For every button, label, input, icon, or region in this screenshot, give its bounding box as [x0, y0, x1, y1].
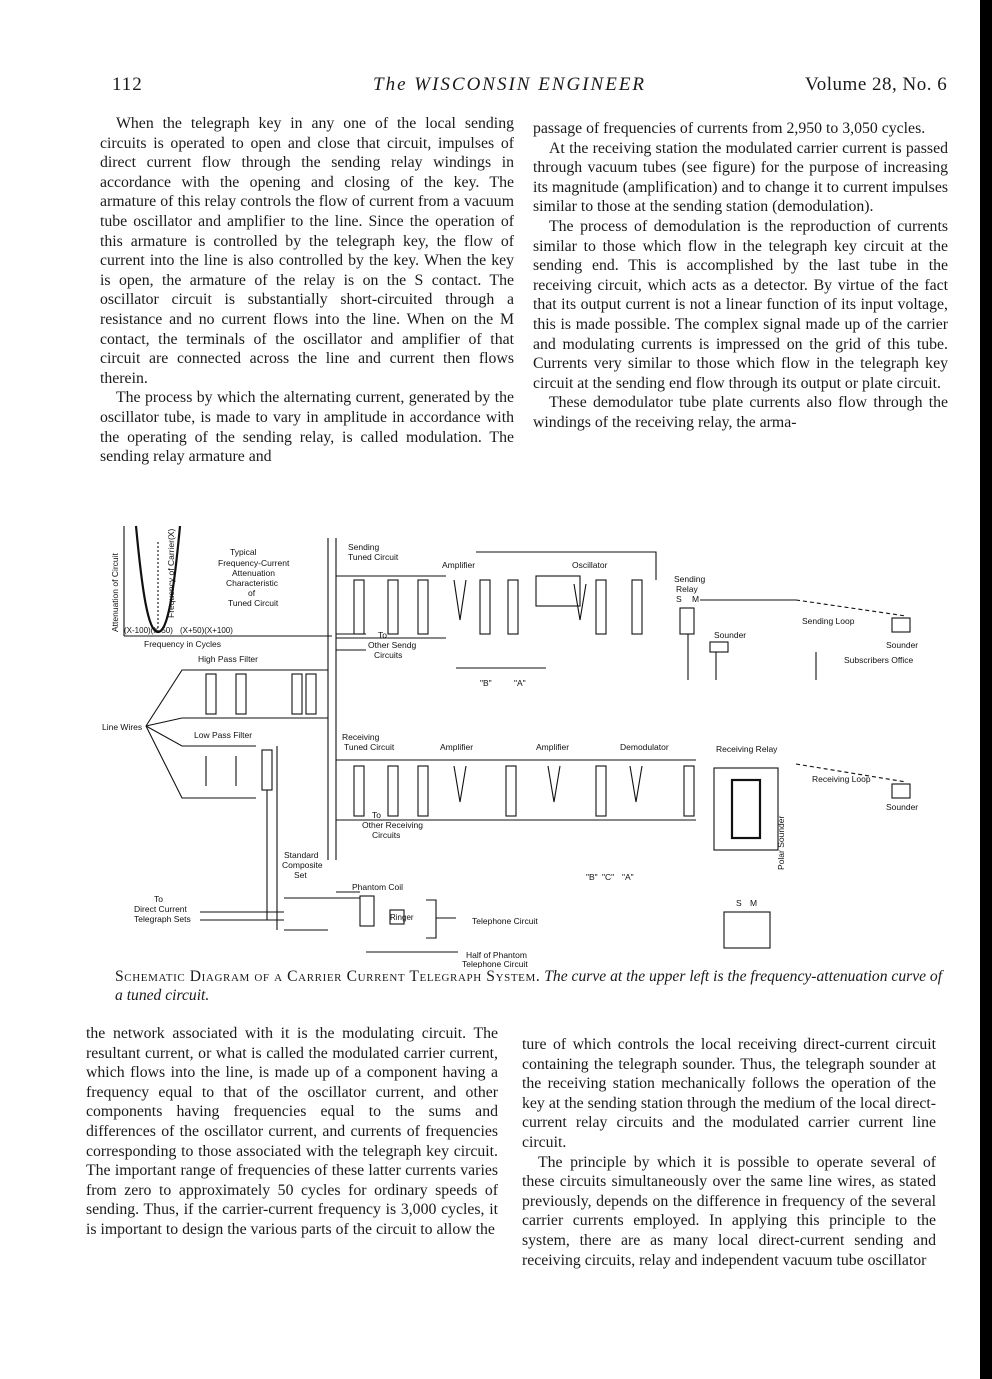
svg-text:Direct Current: Direct Current [134, 904, 187, 914]
x-tick-left: (X-100)(X-50) [124, 626, 173, 635]
volume-info: Volume 28, No. 6 [805, 74, 948, 95]
rx-c-label: "C" [602, 872, 615, 882]
journal-title: The WISCONSIN ENGINEER [373, 74, 647, 95]
graph-y-label: Attenuation of Circuit [110, 553, 120, 632]
svg-text:Other Receiving: Other Receiving [362, 820, 423, 830]
line-wires-label: Line Wires [102, 722, 143, 732]
svg-text:Tuned Circuit: Tuned Circuit [348, 552, 399, 562]
svg-text:Tuned Circuit: Tuned Circuit [228, 598, 279, 608]
receiving-relay-label: Receiving Relay [716, 744, 778, 754]
sending-relay-label: Sending [674, 574, 706, 584]
to-dc-label: To [154, 894, 163, 904]
rx-s-label: S [736, 898, 742, 908]
paragraph: When the telegraph key in any one of the local sending circuits is operated to open and close that circuit, impulses of direct current flow through the sending relay windings in accordance with the opening and closing of the key. The armature of this relay controls the flow of current from a vacuum tube oscillator and amplifier to the line. Since the operation of this armature is controlled by the telegraph key, the flow of current into the line is also controlled by the key. When the key is open, the armature of the relay is on the S contact. The oscillator circuit is substantially short-circuited through a resistance and no current flows into the line. When on the M contact, the terminals of the oscillator and amplifier of that circuit are connected across the line and current then flows therein. [100, 115, 514, 387]
svg-text:M: M [692, 594, 700, 604]
svg-text:Telegraph Sets: Telegraph Sets [134, 914, 191, 924]
paragraph: At the receiving station the modulated carrier current is passed through vacuum tubes (see figure) for the purpose of increasing its magnitude (amplification) and to change it to current impulses similar to those at the sending station (demodulation). [533, 139, 948, 216]
rx-amplifier1-label: Amplifier [440, 742, 474, 752]
caption-text: The curve at the upper left is the frequency-attenuation curve of a tuned circuit. [115, 968, 943, 1004]
paragraph: The process by which the alternating current, generated by the oscillator tube, is made to vary in amplitude in accordance with the operating of the sending relay, is called modulation. The sending relay armature and [100, 389, 514, 466]
svg-text:Frequency-Current: Frequency-Current [218, 558, 290, 568]
svg-text:Attenuation: Attenuation [232, 568, 276, 578]
rx-b-label: "B" [586, 872, 598, 882]
standard-composite-label: Standard [284, 850, 319, 860]
paragraph: ture of which controls the local receiving direct-current circuit containing the telegraph sounder. Thus, the telegraph sounder at the receiving station mechanically follows the operation of the key at the sending station through the medium of the local direct-current relay circuits and the modulated carrier current line circuit. [522, 1036, 936, 1151]
svg-text:S: S [676, 594, 682, 604]
svg-text:Set: Set [294, 870, 307, 880]
composite-section [134, 850, 538, 968]
column-1 [100, 114, 514, 467]
caption-title: Schematic Diagram of a Carrier Current Telegraph System. [115, 968, 541, 985]
ringer-label: Ringer [390, 913, 414, 922]
svg-text:Circuits: Circuits [372, 830, 401, 840]
rx-amplifier2-label: Amplifier [536, 742, 570, 752]
oscillator-label: Oscillator [572, 560, 608, 570]
low-pass-label: Low Pass Filter [194, 730, 253, 740]
paragraph: The process of demodulation is the reproduction of currents similar to those which flow in the telegraph key circuit at the sending end. This is accomplished by the last tube in the receiving circuit, which acts as a detector. By virtue of the fact that its output current is not a linear function of its input voltage, this is made possible. The complex signal made up of the carrier and modulating currents is impressed on the grid of this tube. Currents very similar to those which flow in the telegraph key circuit at the sending end flow through its output or plate circuit. [533, 217, 948, 392]
column-2 [533, 119, 948, 433]
batt-b-label: "B" [480, 678, 492, 688]
page-number: 112 [112, 74, 143, 95]
curve-label: Frequency of Carrier(X) [166, 528, 176, 618]
demodulator-label: Demodulator [620, 742, 669, 752]
paragraph: passage of frequencies of currents from 2,950 to 3,050 cycles. [533, 120, 926, 137]
rx-m-label: M [750, 898, 758, 908]
tx-sounder-label: Sounder [886, 640, 919, 650]
schematic-diagram [96, 520, 936, 968]
receiving-section [336, 732, 918, 948]
receiving-tuned-label: Receiving [342, 732, 380, 742]
sending-tuned-label: Sending [348, 542, 380, 552]
graph-x-label: Frequency in Cycles [144, 639, 222, 649]
telephone-circuit-label: Telephone Circuit [472, 916, 538, 926]
attenuation-graph [110, 526, 332, 649]
polar-sounder-label: Polar Sounder [776, 815, 786, 870]
svg-text:Circuits: Circuits [374, 650, 403, 660]
column-3 [86, 1024, 498, 1240]
svg-text:Composite: Composite [282, 860, 323, 870]
phantom-coil-label: Phantom Coil [352, 882, 404, 892]
figure-caption [115, 967, 945, 1005]
svg-text:Other Sendg: Other Sendg [368, 640, 417, 650]
svg-text:Tuned Circuit: Tuned Circuit [344, 742, 395, 752]
column-4 [522, 1035, 936, 1270]
line-filters [102, 654, 328, 930]
x-tick-right: (X+50)(X+100) [180, 626, 233, 635]
paragraph: The principle by which it is possible to operate several of these circuits simultaneously over the same line wires, as stated previously, depends on the difference in frequency of the several carrier currents employed. In applying this principle to the system, there are as many local direct-current sending and receiving circuits, relay and independent vacuum tube oscillator [522, 1153, 936, 1269]
tx-amplifier-label: Amplifier [442, 560, 476, 570]
svg-text:of: of [248, 588, 256, 598]
svg-text:Relay: Relay [676, 584, 698, 594]
rx-sounder-label: Sounder [886, 802, 919, 812]
sending-loop-label: Sending Loop [802, 616, 855, 626]
to-other-send-label: To [378, 630, 387, 640]
paragraph: the network associated with it is the modulating circuit. The resultant current, or what is called the modulated carrier current, which flows into the line, is made up of a component having a frequency equal to that of the oscillator current, and other components having frequencies equal to the sums and differences of the oscillator current, and currents of frequencies corresponding to those associated with the telegraph key circuit. The important range of frequencies of these latter currents varies from zero to approximately 50 cycles for ordinary speeds of sending. Thus, if the carrier-current frequency is 3,000 cycles, it is important to design the various parts of the circuit to allow the [86, 1025, 498, 1238]
high-pass-label: High Pass Filter [198, 654, 258, 664]
batt-a-label: "A" [514, 678, 526, 688]
rx-a-label: "A" [622, 872, 634, 882]
curve-title: Typical [230, 547, 257, 557]
sending-section [336, 542, 918, 688]
receiving-loop-label: Receiving Loop [812, 774, 871, 784]
svg-text:Telephone Circuit: Telephone Circuit [462, 959, 528, 968]
sounder-label: Sounder [714, 630, 747, 640]
subscribers-label: Subscribers Office [844, 655, 914, 665]
svg-text:Characteristic: Characteristic [226, 578, 278, 588]
paragraph: These demodulator tube plate currents also flow through the windings of the receiving relay, the arma- [533, 394, 948, 431]
half-phantom-label: Half of Phantom [466, 950, 527, 960]
to-other-rx-label: To [372, 810, 381, 820]
